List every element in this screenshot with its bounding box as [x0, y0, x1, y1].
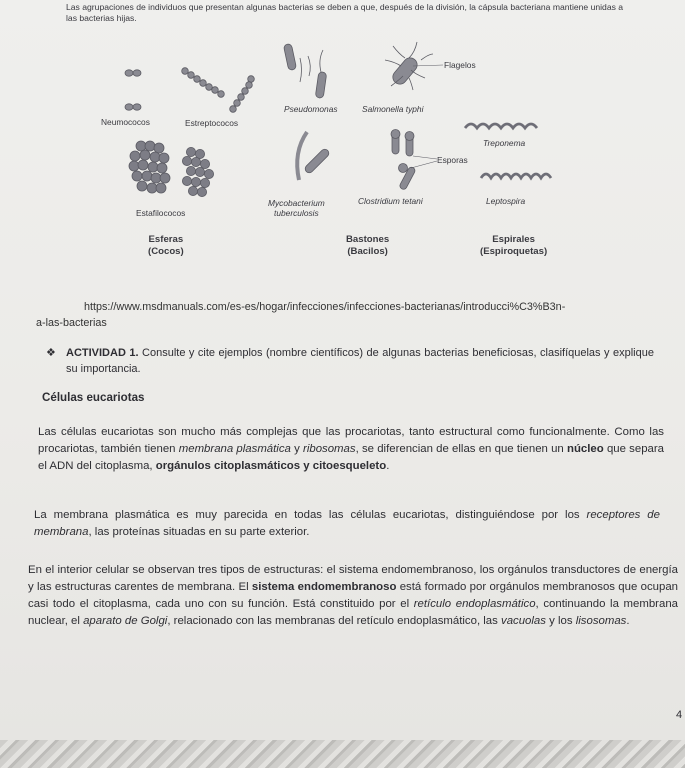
flagelos-label: Flagelos	[444, 60, 476, 70]
group-esferas	[148, 234, 184, 258]
source-link[interactable]	[36, 299, 636, 331]
clostridium-drawing	[391, 130, 437, 191]
bacteria-shapes-illustration	[95, 38, 575, 208]
pseudomonas-drawing	[283, 43, 326, 98]
estreptococos-drawing	[182, 68, 255, 113]
estafilococos-label: Estafilococos	[136, 208, 186, 218]
text-run: y	[290, 443, 304, 455]
mycobacterium-label-line1: Mycobacterium	[268, 198, 325, 208]
text-run: y los	[545, 615, 576, 627]
estafilococos-drawing	[129, 141, 214, 197]
pseudomonas-label: Pseudomonas	[284, 104, 338, 114]
paragraph-plasma-membrane	[34, 507, 660, 541]
group-sub: (Espiroquetas)	[480, 246, 548, 257]
estreptococos-label: Estreptococos	[185, 118, 239, 128]
text-run: Las células eucariotas son mucho más complejas que las procariotas, tanto estructural como funcionalmente. Como las procariotas, también tienen	[38, 426, 664, 455]
activity-label: ACTIVIDAD 1.	[66, 347, 139, 359]
leptospira-label: Leptospira	[486, 196, 526, 206]
source-link-line1: https://www.msdmanuals.com/es-es/hogar/infecciones/infecciones-bacterianas/introducci%C3%B3n-	[84, 301, 566, 313]
text-run-bold: sistema endomembranoso	[251, 581, 397, 593]
text-run: .	[386, 460, 390, 472]
text-run-italic: membrana plasmática	[178, 443, 291, 455]
section-title: Células eucariotas	[42, 391, 145, 404]
page-number: 4	[676, 709, 683, 721]
text-run: está formado por orgánulos membranosos que ocupan casi todo el citoplasma, cada uno con su función. Está constituido por el	[28, 581, 678, 610]
group-sub: (Bacilos)	[347, 246, 388, 257]
activity-1	[46, 345, 654, 377]
diamond-bullet-icon: ❖	[46, 347, 56, 359]
mycobacterium-label-line2: tuberculosis	[274, 208, 319, 218]
text-run-italic: vacuolas	[501, 615, 546, 627]
text-run: , se diferencian de ellas en que tienen un	[355, 443, 567, 455]
text-run: que separa el ADN del citoplasma,	[38, 443, 664, 472]
text-run-bold: orgánulos citoplasmáticos	[155, 460, 301, 472]
paragraph-eukaryotic-cells	[38, 424, 664, 475]
intro-text: Las agrupaciones de individuos que presentan algunas bacterias se deben a que, después de la división, la cápsula bacteriana mantiene unidas a las bacterias hijas.	[66, 2, 624, 23]
text-run-italic: ribosomas	[303, 443, 356, 455]
mycobacterium-label	[268, 198, 325, 218]
clostridium-label: Clostridium tetani	[358, 196, 423, 206]
source-link-line2: a-las-bacterias	[36, 317, 107, 329]
text-run-italic: retículo endoplasmático	[413, 598, 536, 610]
leptospira-drawing	[481, 174, 551, 178]
text-run-bold: núcleo	[567, 443, 604, 455]
text-run: .	[626, 615, 630, 627]
activity-instruction: Consulte y cite ejemplos (nombre científicos) de algunas bacterias beneficiosas, clasifíquelas y explique su importancia.	[66, 347, 654, 375]
text-run-italic: aparato de Golgi	[83, 615, 168, 627]
text-run: , las proteínas situadas en su parte exterior.	[88, 526, 310, 538]
salmonella-label: Salmonella typhi	[362, 104, 424, 114]
paragraph-endomembrane-system	[28, 562, 678, 630]
group-name: Espirales	[492, 234, 535, 245]
text-run: , continuando la membrana nuclear, el	[28, 598, 678, 627]
group-sub: (Cocos)	[148, 246, 184, 257]
background-surface	[0, 740, 685, 768]
text-run-bold: y	[300, 460, 313, 472]
text-run-italic: lisosomas	[575, 615, 627, 627]
treponema-drawing	[465, 124, 537, 128]
text-run: , relacionado con las membranas del retículo endoplasmático, las	[167, 615, 501, 627]
mycobacterium-drawing	[297, 132, 330, 180]
salmonella-drawing	[385, 42, 443, 90]
treponema-label: Treponema	[483, 138, 526, 148]
group-espirales	[480, 234, 547, 258]
esporas-label: Esporas	[437, 155, 468, 165]
activity-text-block	[46, 345, 654, 377]
group-name: Esferas	[148, 234, 184, 245]
group-name: Bastones	[346, 234, 390, 245]
group-bastones	[346, 234, 389, 258]
neumococos-drawing	[125, 70, 141, 110]
text-run-bold: citoesqueleto	[312, 460, 387, 472]
text-run-italic: receptores de membrana	[34, 509, 660, 538]
text-run: La membrana plasmática es muy parecida en todas las células eucariotas, distinguiéndose por los	[34, 509, 587, 521]
text-run: En el interior celular se observan tres tipos de estructuras: el sistema endomembranoso, los orgánulos transductores de energía y las estructuras carentes de membrana. El	[28, 564, 678, 593]
neumococos-label: Neumococos	[101, 117, 150, 127]
